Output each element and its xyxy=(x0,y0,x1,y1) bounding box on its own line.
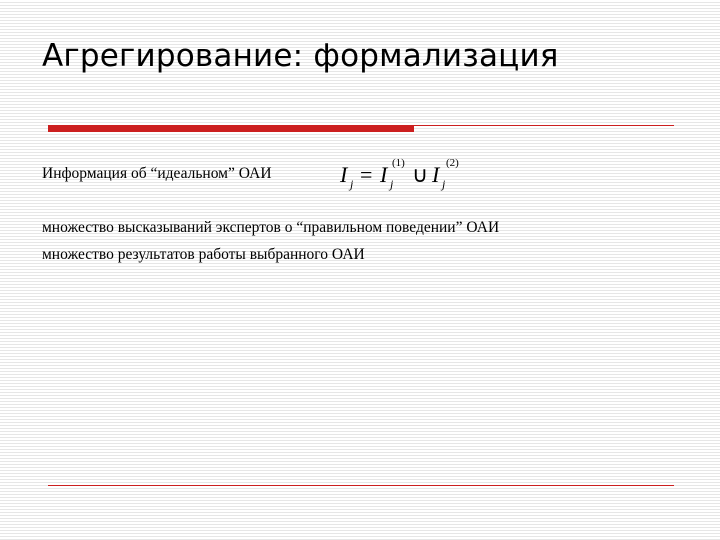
formula-term1-sub: j xyxy=(390,177,394,191)
formula-svg xyxy=(338,152,478,192)
expert-statements-label: множество высказываний экспертов о “правильном поведении” ОАИ xyxy=(42,219,500,236)
formula-term2: I xyxy=(432,162,440,187)
formula-term1: I xyxy=(380,162,388,187)
formula-term1-sup: (1) xyxy=(392,157,405,169)
ideal-info-label: Информация об “идеальном” ОАИ xyxy=(42,165,272,182)
oai-results-label: множество результатов работы выбранного ОАИ xyxy=(42,246,365,263)
footer-rule xyxy=(48,485,674,486)
title-underline-thick xyxy=(48,125,414,132)
formula-term2-sup: (2) xyxy=(446,157,459,169)
formula-equals: = xyxy=(360,162,373,187)
formula-union: ∪ xyxy=(412,162,429,187)
formula xyxy=(338,152,478,192)
title-underline-thin xyxy=(414,125,674,126)
formula-lhs-sub: j xyxy=(350,177,354,191)
formula-lhs: I xyxy=(340,162,348,187)
slide-title: Агрегирование: формализация xyxy=(42,38,559,74)
formula-term2-sub: j xyxy=(442,177,446,191)
